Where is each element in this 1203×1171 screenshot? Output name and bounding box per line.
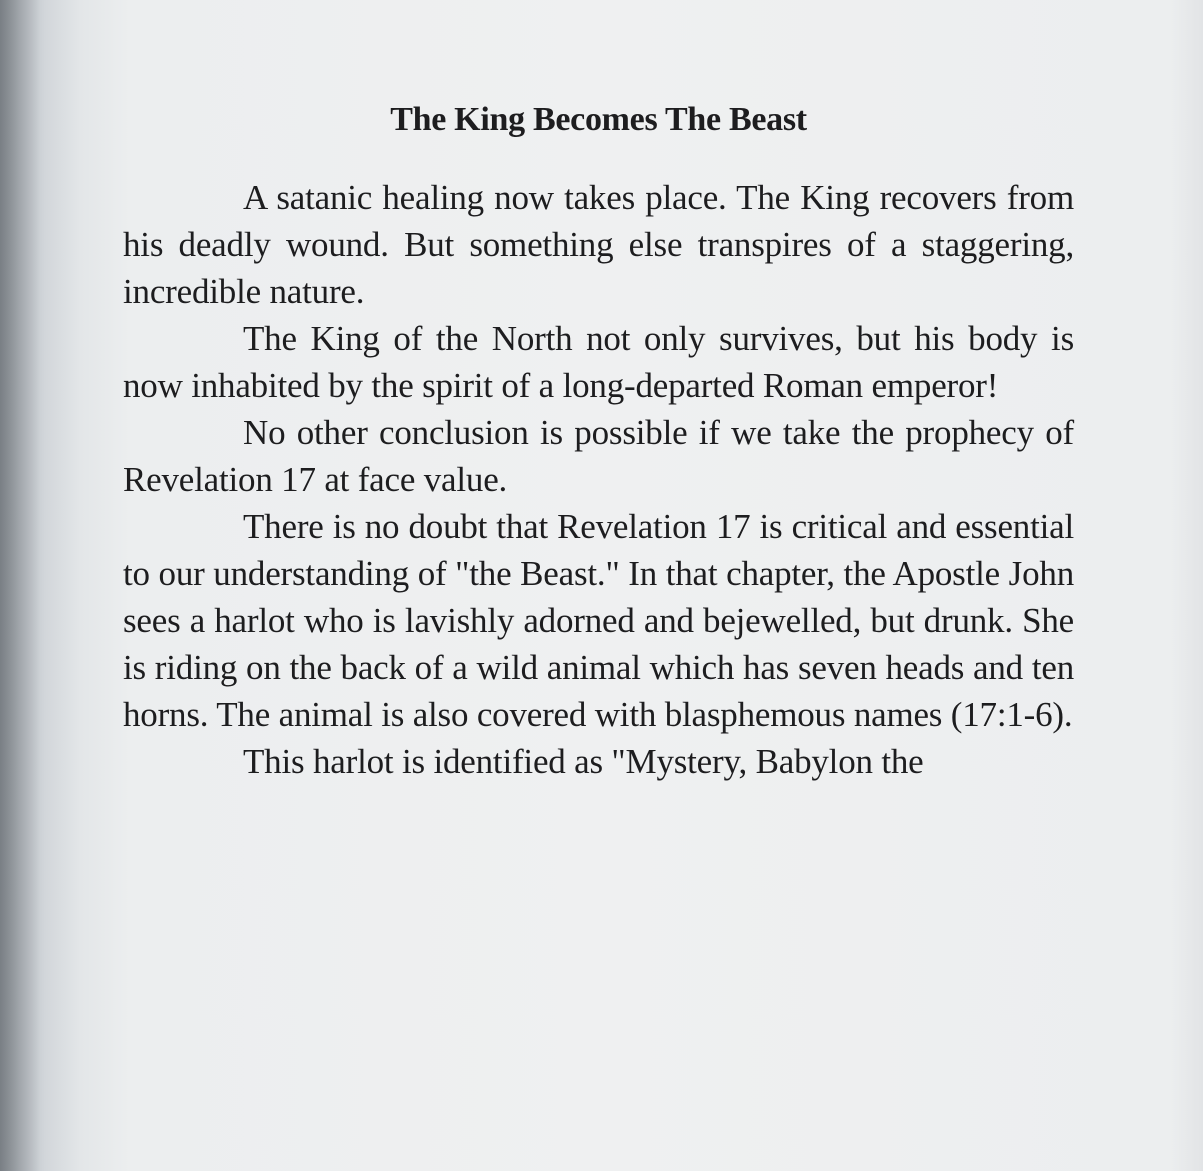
spine-shadow bbox=[0, 0, 40, 1171]
paragraph-3: No other conclusion is possible if we take the prophecy of Revelation 17 at face value. bbox=[123, 413, 1074, 499]
paragraph-5: This harlot is identified as "Mystery, Babylon the bbox=[243, 742, 924, 781]
section-heading: The King Becomes The Beast bbox=[390, 101, 807, 138]
paragraph-2: The King of the North not only survives, but his body is now inhabited by the spirit of a long-departed Roman emperor! bbox=[123, 319, 1074, 405]
page-text-block bbox=[123, 94, 1074, 785]
paragraph-1: A satanic healing now takes place. The King recovers from his deadly wound. But something else transpires of a staggering, incredible nature. bbox=[123, 178, 1074, 311]
paragraph-4: There is no doubt that Revelation 17 is critical and essential to our understanding of "the Beast." In that chapter, the Apostle John sees a harlot who is lavishly adorned and bejewelled, but drunk. She is riding on the back of a wild animal which has seven heads and ten horns. The animal is also covered with blasphemous names (17:1-6). bbox=[123, 507, 1074, 734]
